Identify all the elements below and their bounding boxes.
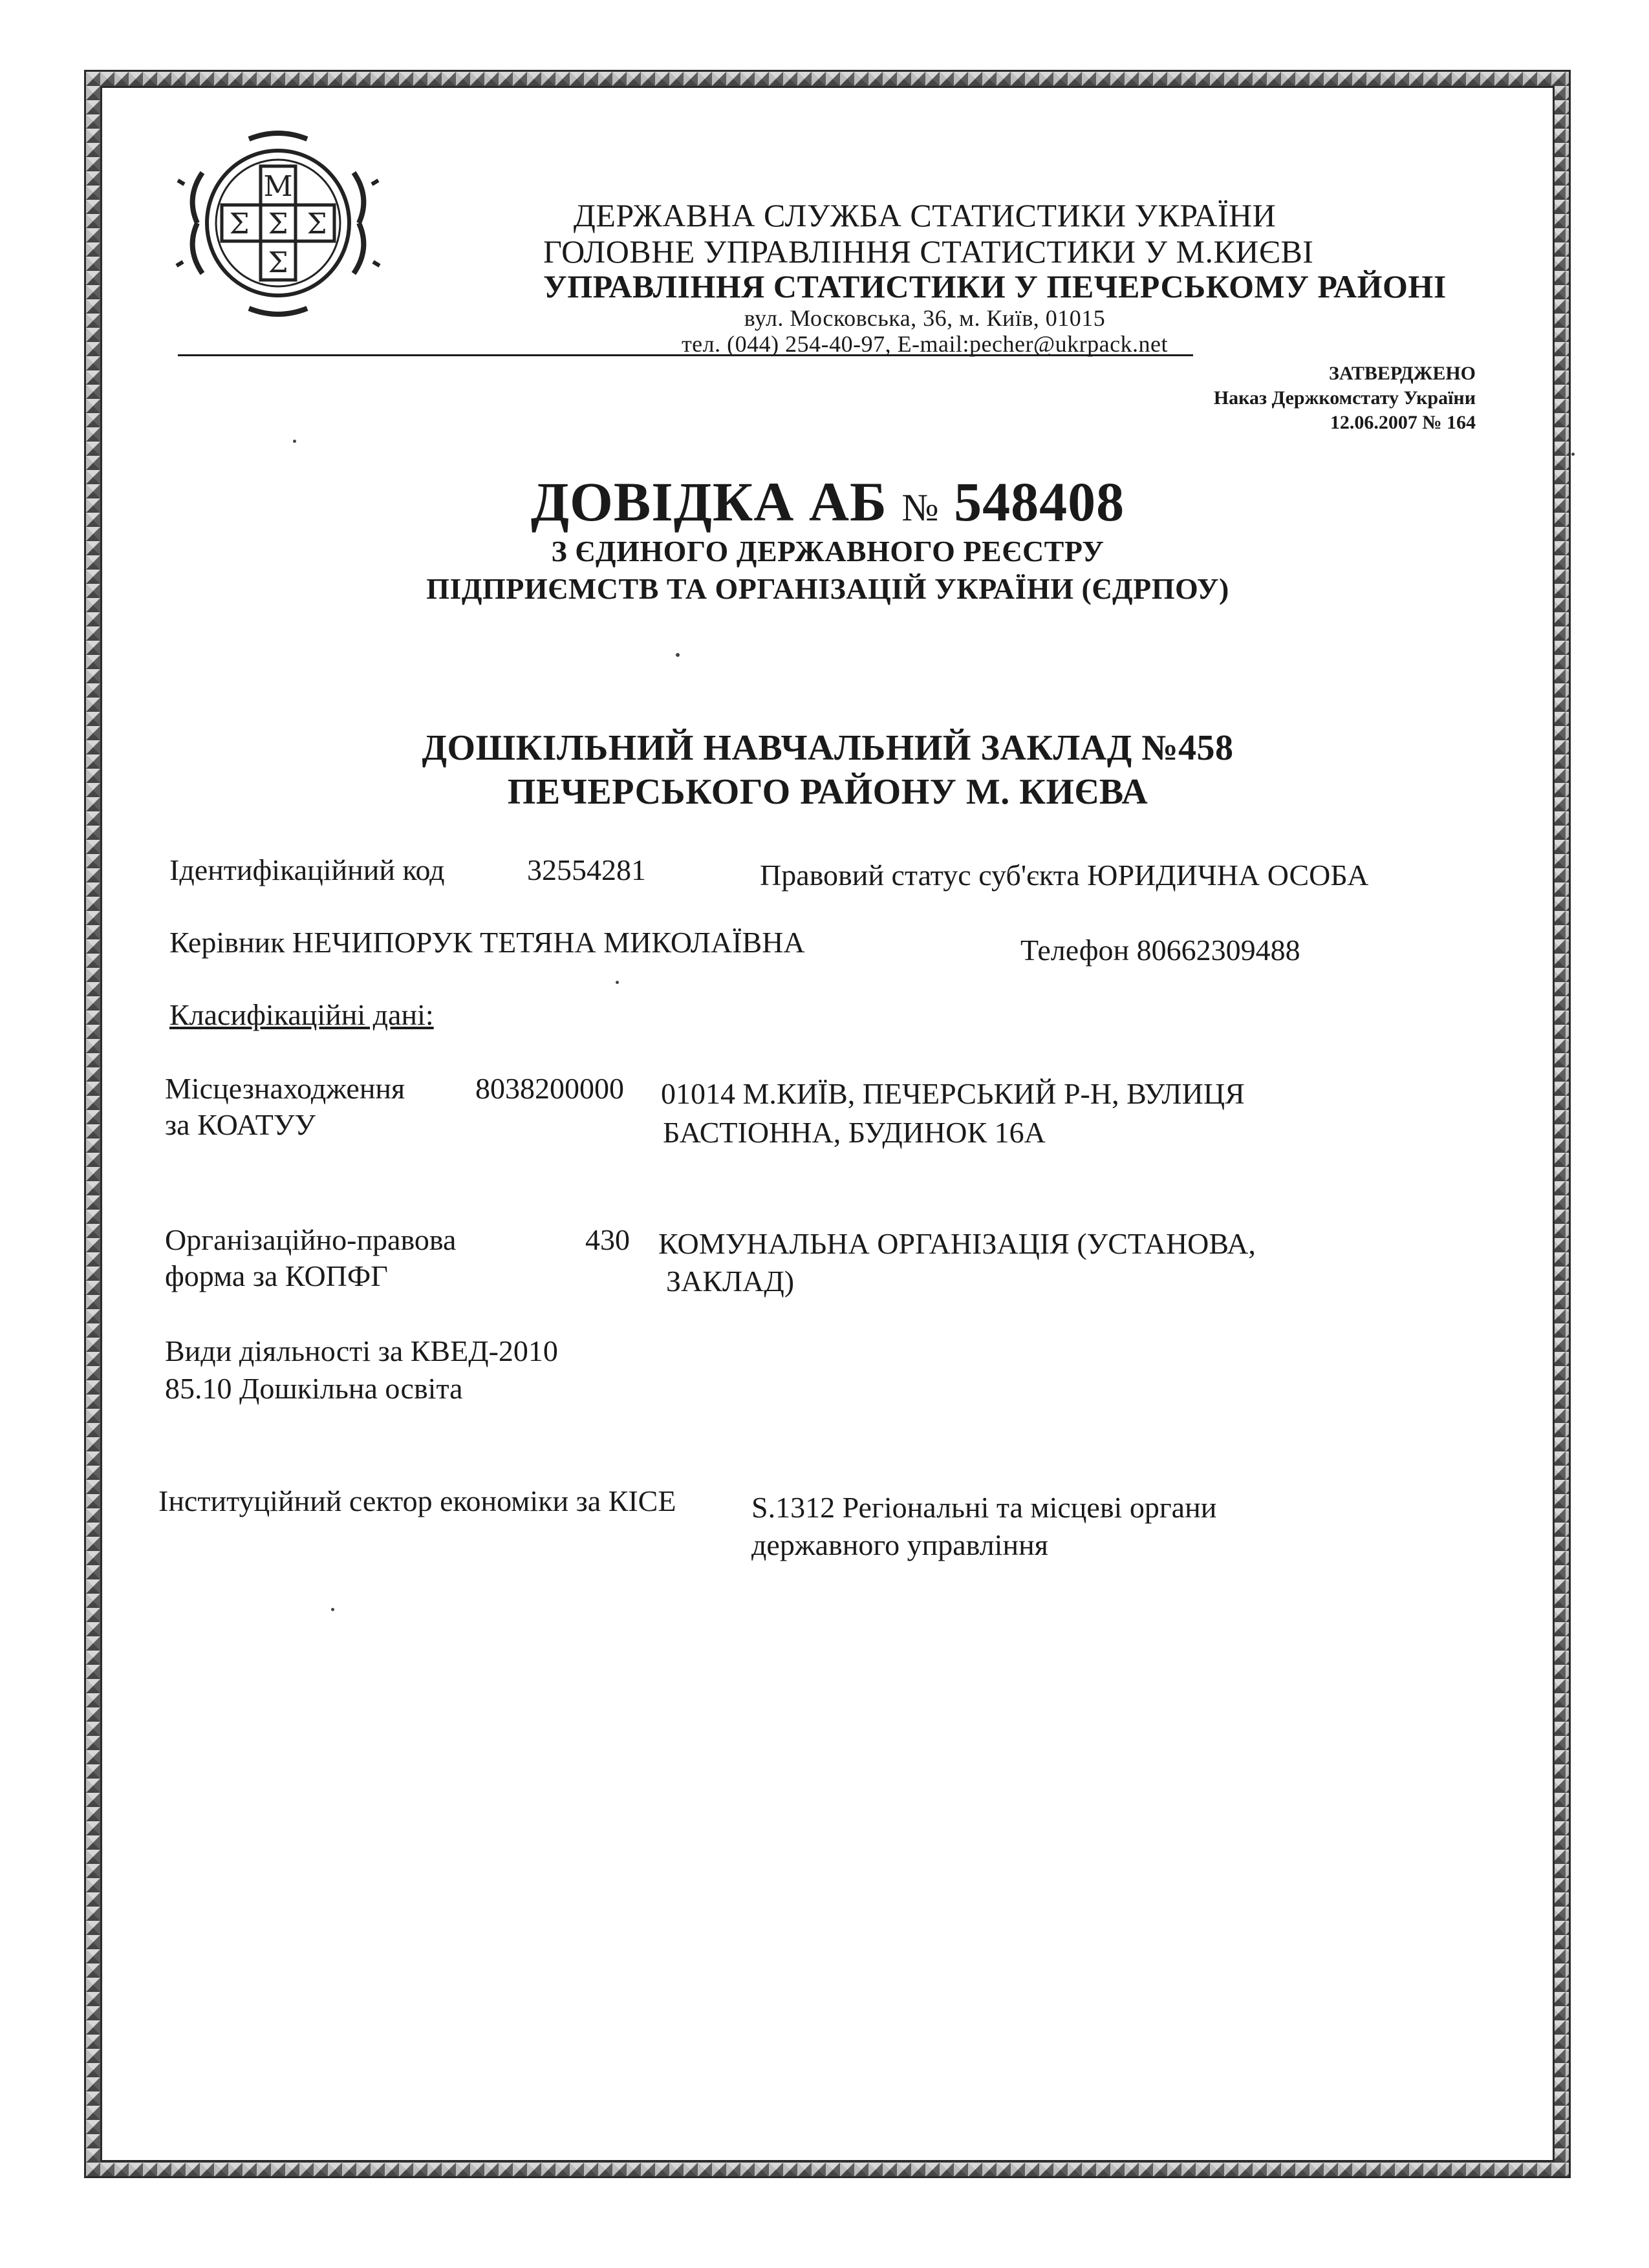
phone: Телефон 80662309488	[1020, 934, 1300, 967]
scan-speck	[1571, 453, 1575, 456]
organization-name-line1: ДОШКІЛЬНИЙ НАВЧАЛЬНИЙ ЗАКЛАД №458	[422, 728, 1234, 768]
approved-date: 12.06.2007 № 164	[1330, 412, 1476, 433]
header-address: вул. Московська, 36, м. Київ, 01015	[744, 305, 1106, 331]
legal-form-label-line2: форма за КОПФГ	[165, 1259, 388, 1292]
sector-label: Інституційний сектор економіки за КІСЕ	[158, 1484, 676, 1517]
legal-form-value-line2: ЗАКЛАД)	[666, 1265, 795, 1298]
certificate-title	[103, 471, 1552, 539]
header-main-department: ГОЛОВНЕ УПРАВЛІННЯ СТАТИСТИКИ У М.КИЄВІ	[543, 233, 1314, 270]
emblem-letter-center: Σ	[268, 208, 288, 241]
scan-speck	[331, 1608, 334, 1611]
approved-label: ЗАТВЕРДЖЕНО	[1329, 363, 1476, 384]
emblem-letter-left: Σ	[229, 208, 250, 241]
certificate-number: 548408	[954, 471, 1125, 533]
scan-speck	[293, 440, 296, 443]
legal-form-code: 430	[585, 1223, 630, 1256]
emblem-letter-top: М	[263, 170, 293, 203]
header-agency: ДЕРЖАВНА СЛУЖБА СТАТИСТИКИ УКРАЇНИ	[573, 197, 1277, 233]
legal-status: Правовий статус суб'єкта ЮРИДИЧНА ОСОБА	[760, 859, 1369, 892]
activity-label: Види діяльності за КВЕД-2010	[165, 1334, 558, 1367]
scan-speck	[616, 981, 619, 984]
header-district-department: УПРАВЛІННЯ СТАТИСТИКИ У ПЕЧЕРСЬКОМУ РАЙОНІ	[543, 268, 1447, 305]
id-code-label: Ідентифікаційний код	[169, 853, 445, 886]
location-code: 8038200000	[475, 1072, 624, 1105]
sector-value-line2: державного управління	[751, 1528, 1048, 1561]
statistics-service-emblem-icon	[171, 126, 385, 320]
legal-form-value-line1: КОМУНАЛЬНА ОРГАНІЗАЦІЯ (УСТАНОВА,	[658, 1227, 1256, 1260]
organization-name-line2: ПЕЧЕРСЬКОГО РАЙОНУ М. КИЄВА	[507, 772, 1148, 812]
location-label-line1: Місцезнаходження	[165, 1072, 405, 1105]
head-of-organization: Керівник НЕЧИПОРУК ТЕТЯНА МИКОЛАЇВНА	[169, 926, 805, 959]
sector-value-line1: S.1312 Регіональні та місцеві органи	[751, 1491, 1217, 1524]
header-contacts: тел. (044) 254-40-97, E-mail:pecher@ukrpack.net	[681, 331, 1169, 357]
id-code-value: 32554281	[527, 853, 646, 886]
legal-form-label-line1: Організаційно-правова	[165, 1223, 457, 1256]
location-value-line1: 01014 М.КИЇВ, ПЕЧЕРСЬКИЙ Р-Н, ВУЛИЦЯ	[661, 1077, 1245, 1110]
certificate-title-prefix: ДОВІДКА АБ	[530, 471, 887, 533]
approved-order: Наказ Держкомстату України	[1213, 387, 1476, 409]
certificate-subtitle-line1: З ЄДИНОГО ДЕРЖАВНОГО РЕЄСТРУ	[551, 535, 1105, 568]
activity-value: 85.10 Дошкільна освіта	[165, 1372, 463, 1405]
certificate-number-sign: №	[901, 486, 940, 529]
location-label-line2: за КОАТУУ	[165, 1108, 316, 1141]
scan-speck	[676, 653, 680, 657]
emblem-letter-right: Σ	[307, 208, 327, 241]
certificate-subtitle-line2: ПІДПРИЄМСТВ ТА ОРГАНІЗАЦІЙ УКРАЇНИ (ЄДРПОУ)	[426, 572, 1229, 605]
location-value-line2: БАСТІОННА, БУДИНОК 16А	[663, 1116, 1046, 1149]
emblem-letter-bottom: Σ	[268, 246, 288, 279]
classification-heading: Класифікаційні дані:	[169, 998, 434, 1031]
header-divider	[178, 354, 1193, 356]
